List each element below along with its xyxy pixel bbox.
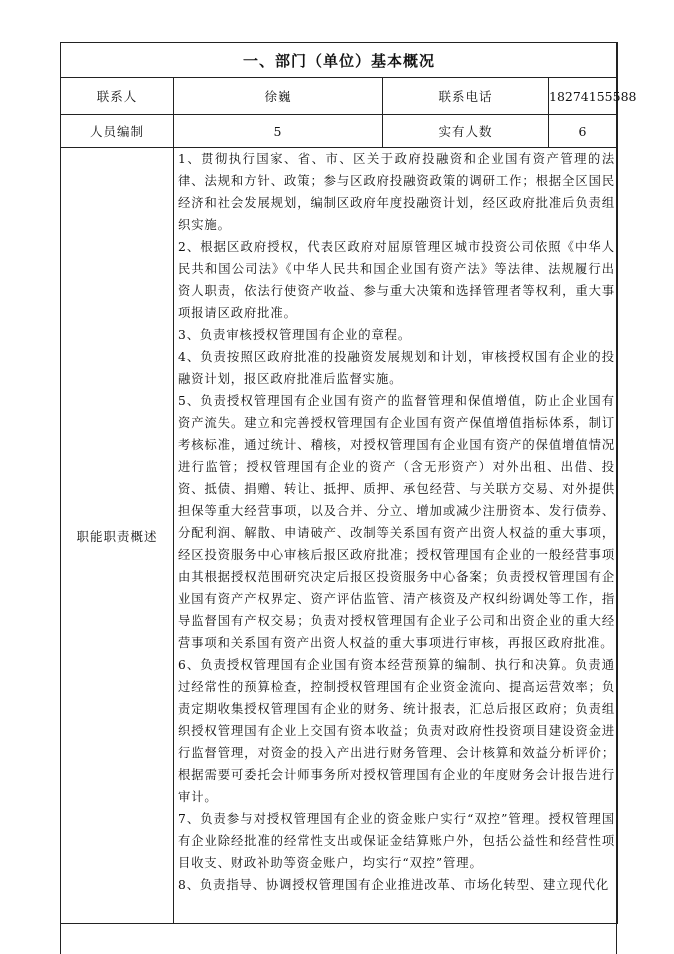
staff-value: 5 (174, 115, 383, 148)
contact-row (61, 78, 618, 115)
basic-info-table (60, 42, 637, 924)
duty-paragraph: 3、负责审核授权管理国有企业的章程。 (178, 328, 412, 342)
duty-paragraph: 1、贯彻执行国家、省、市、区关于政府投融资和企业国有资产管理的法律、法规和方针、政策；参与区政府投融资政策的调研工作；根据全区国民经济和社会发展规划，编制区政府年度投融资计划，经区政府批准后负责组织实施。 (178, 152, 616, 232)
duty-paragraph: 2、根据区政府授权，代表区政府对屈原管理区城市投资公司依照《中华人民共和国公司法》《中华人民共和国企业国有资产法》等法律、法规履行出资人职责，依法行使资产收益、参与重大决策和选择管理者等权利，重大事项报请区政府批准。 (178, 240, 616, 320)
contact-label: 联系人 (61, 78, 174, 115)
duty-paragraph: 4、负责按照区政府批准的投融资发展规划和计划，审核授权国有企业的投融资计划，报区政府批准后监督实施。 (178, 350, 616, 386)
duties-content (174, 148, 618, 924)
phone-label: 联系电话 (383, 78, 549, 115)
section-title: 一、部门（单位）基本概况 (61, 43, 618, 78)
phone-value: 18274155588 (549, 78, 618, 115)
duty-paragraph: 8、负责指导、协调授权管理国有企业推进改革、市场化转型、建立现代化 (178, 878, 610, 892)
actual-staff-value: 6 (549, 115, 618, 148)
staff-label: 人员编制 (61, 115, 174, 148)
duty-paragraph: 7、负责参与对授权管理国有企业的资金账户实行“双控”管理。授权管理国有企业除经批准的经常性支出或保证金结算账户外，包括公益性和经营性项目收支、财政补助等资金账户，均实行“双控”管理。 (178, 812, 616, 870)
title-row (61, 43, 618, 78)
duty-paragraph: 5、负责授权管理国有企业国有资产的监督管理和保值增值，防止企业国有资产流失。建立和完善授权管理国有企业国有资产保值增值指标体系，制订考核标准，通过统计、稽核，对授权管理国有企业国有资产的保值增值情况进行监管；授权管理国有企业的资产（含无形资产）对外出租、出借、投资、抵债、捐赠、转让、抵押、质押、承包经营、与关联方交易、对外提供担保等重大经营事项，以及合并、分立、增加或减少注册资本、发行债券、分配利润、解散、申请破产、改制等关系国有资产出资人权益的重大事项，经区投资服务中心审核后报区政府批准；授权管理国有企业的一般经营事项由其根据授权范围研究决定后报区投资服务中心备案；负责授权管理国有企业国有资产产权界定、资产评估监管、清产核资及产权纠纷调处等工作，指导监督国有产权交易；负责对授权管理国有企业子公司和出资企业的重大经营事项和关系国有资产出资人权益的重大事项进行审核，再报区政府批准。 (178, 394, 616, 650)
contact-value: 徐巍 (174, 78, 383, 115)
duties-row (61, 148, 618, 924)
staff-row (61, 115, 618, 148)
duty-paragraph: 6、负责授权管理国有企业国有资本经营预算的编制、执行和决算。负责通过经常性的预算检查，控制授权管理国有企业资金流向、提高运营效率；负责定期收集授权管理国有企业的财务、统计报表，汇总后报区政府；负责组织授权管理国有企业上交国有资本收益；负责对政府性投资项目建设资金进行监督管理，对资金的投入产出进行财务管理、会计核算和效益分析评价；根据需要可委托会计师事务所对授权管理国有企业的年度财务会计报告进行审计。 (178, 658, 616, 804)
actual-staff-label: 实有人数 (383, 115, 549, 148)
duties-label: 职能职责概述 (61, 148, 174, 924)
